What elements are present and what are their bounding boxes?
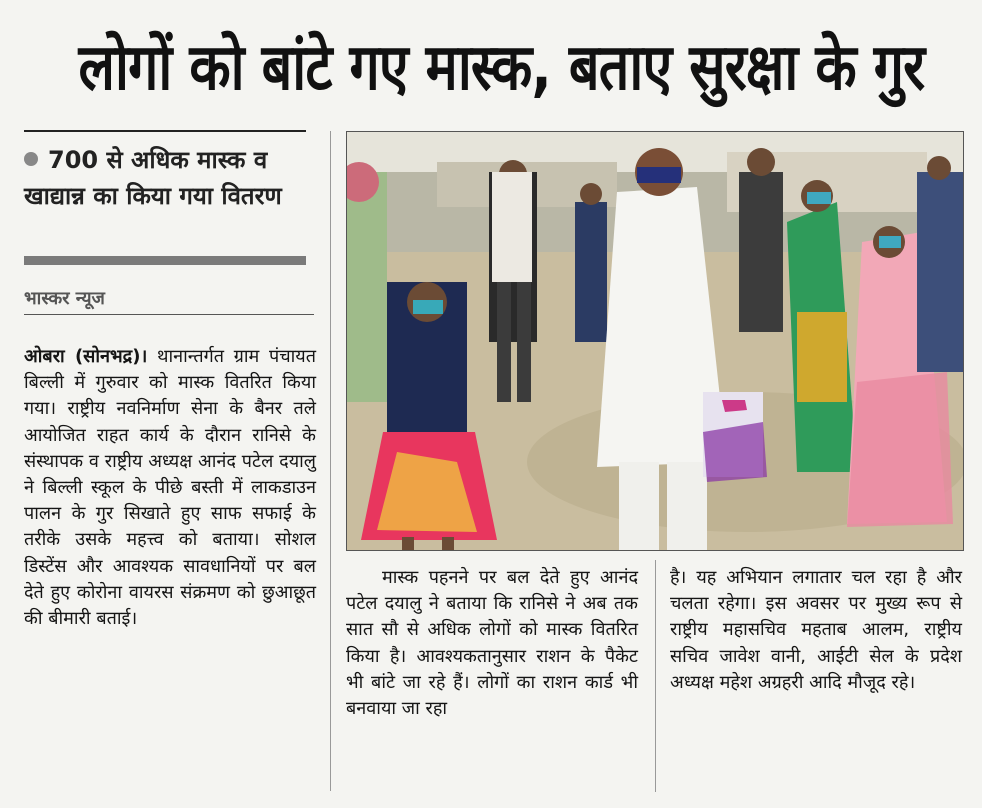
column-1 xyxy=(24,344,316,632)
left-top-rule xyxy=(24,130,306,132)
subheadline xyxy=(24,142,304,214)
headline: लोगों को बांटे गए मास्क, बताए सुरक्षा के गुर xyxy=(78,31,925,105)
photo-illustration xyxy=(347,132,963,550)
column-divider-2 xyxy=(655,560,656,792)
column-2 xyxy=(346,565,638,722)
subheadline-text: 700 से अधिक मास्क व खाद्यान्न का किया गया वितरण xyxy=(24,146,282,210)
column-3-text: है। यह अभियान लगातार चल रहा है और चलता रहेगा। इस अवसर पर मुख्य रूप से राष्ट्रीय महासचिव महताब आलम, राष्ट्रीय सचिव जावेश वानी, आईटी सेल के प्रदेश अध्यक्ष महेश अग्रहरी आदि मौजूद रहे। xyxy=(670,567,962,693)
column-divider-1 xyxy=(330,131,331,791)
column-3 xyxy=(670,565,962,696)
byline: भास्कर न्यूज xyxy=(24,288,105,309)
bullet-icon xyxy=(24,152,38,166)
news-photo xyxy=(346,131,964,551)
subhead-divider xyxy=(24,256,306,265)
column-1-text: थानान्तर्गत ग्राम पंचायत बिल्ली में गुरुवार को मास्क वितरित किया गया। राष्ट्रीय नवनिर्माण सेना के बैनर तले आयोजित राहत कार्य के दौरान रानिसे के संस्थापक व राष्ट्रीय अध्यक्ष आनंद पटेल दयालु ने बिल्ली स्कूल के पीछे बस्ती में लाकडाउन पालन के गुर सिखाते हुए साफ सफाई के तरीके उसके महत्त्व को बताया। सोशल डिस्टेंस और आवश्यक सावधानियों पर बल देते हुए कोरोना वायरस संक्रमण को छुआछूत की बीमारी बताई। xyxy=(24,346,316,630)
dateline: ओबरा (सोनभद्र)। xyxy=(24,346,148,367)
byline-rule xyxy=(24,314,314,315)
column-2-text: मास्क पहनने पर बल देते हुए आनंद पटेल दयालु ने बताया कि रानिसे ने अब तक सात सौ से अधिक लोगों को मास्क वितरित किया है। आवश्यकतानुसार राशन के पैकेट भी बांटे जा रहे हैं। लोगों का राशन कार्ड भी बनवाया जा रहा xyxy=(346,567,638,720)
